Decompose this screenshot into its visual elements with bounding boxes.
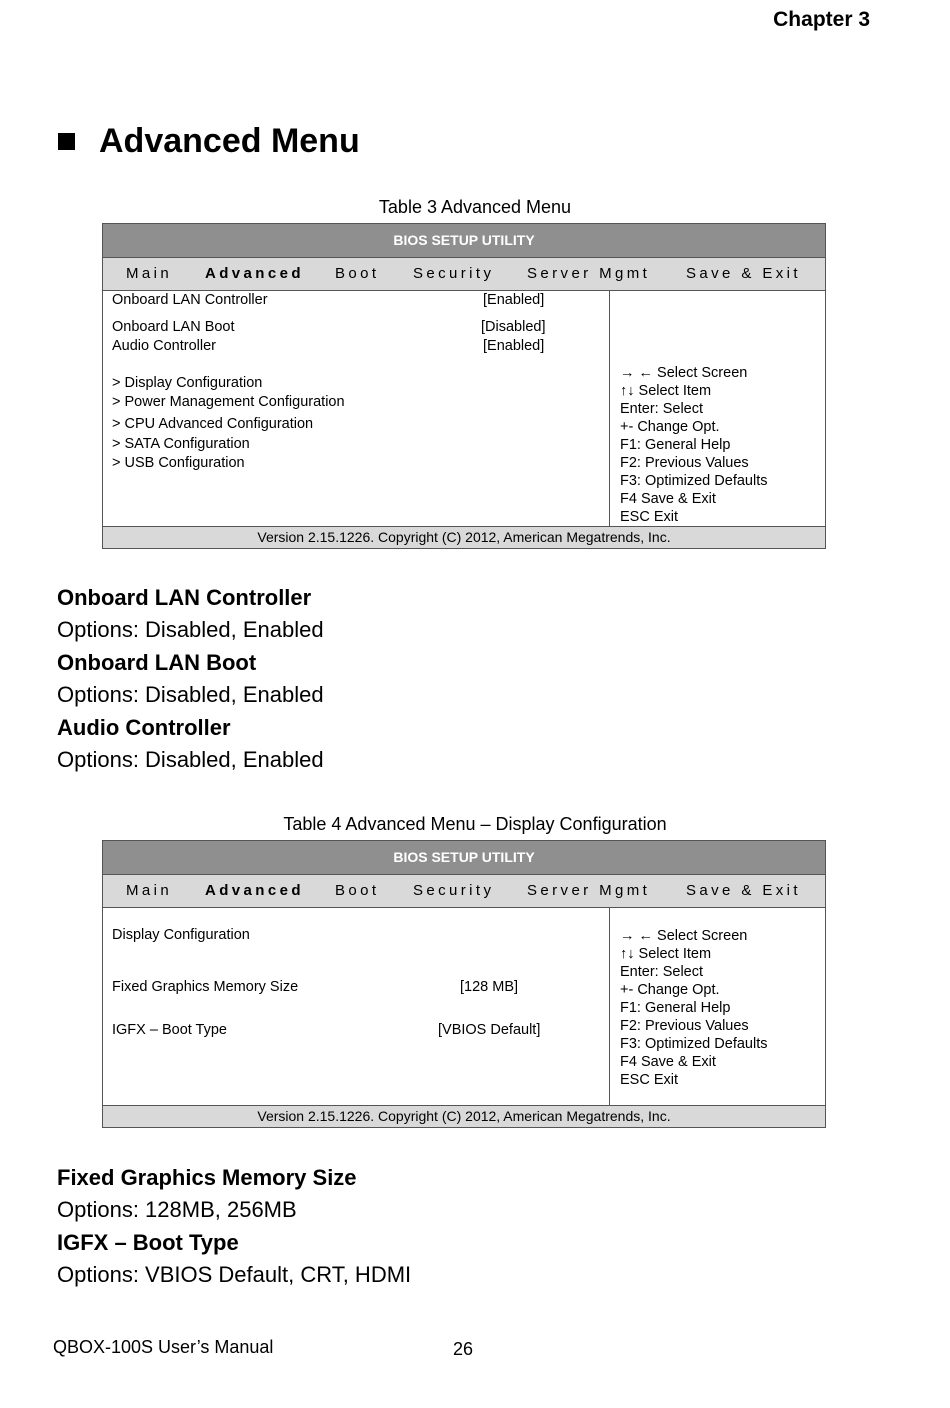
help-line: F2: Previous Values: [620, 1018, 749, 1034]
option-title: Fixed Graphics Memory Size: [57, 1165, 357, 1190]
help-line: +- Change Opt.: [620, 419, 720, 435]
tab-main[interactable]: Main: [126, 265, 173, 282]
tab-server-mgmt[interactable]: Server Mgmt: [527, 882, 651, 899]
tab-advanced[interactable]: Advanced: [205, 882, 304, 899]
submenu-power-management[interactable]: > Power Management Configuration: [112, 394, 345, 410]
display-configuration-heading: Display Configuration: [112, 927, 250, 943]
bios-menu-bar: [103, 875, 825, 908]
help-line: → ← Select Screen: [620, 928, 748, 944]
help-line: ESC Exit: [620, 1072, 679, 1088]
option-text: Options: VBIOS Default, CRT, HDMI: [57, 1262, 412, 1287]
tab-save-exit[interactable]: Save & Exit: [686, 265, 801, 282]
bios-title: BIOS SETUP UTILITY: [103, 224, 825, 258]
setting-value[interactable]: [Disabled]: [481, 319, 546, 335]
setting-onboard-lan-controller[interactable]: Onboard LAN Controller: [112, 292, 268, 308]
table3-caption: Table 3 Advanced Menu: [378, 197, 572, 217]
help-line: ESC Exit: [620, 509, 679, 525]
help-line: F3: Optimized Defaults: [620, 1036, 768, 1052]
tab-security[interactable]: Security: [413, 882, 495, 899]
option-text: Options: Disabled, Enabled: [57, 747, 324, 772]
section-title-text: Advanced Menu: [99, 122, 360, 160]
option-text: Options: Disabled, Enabled: [57, 682, 324, 707]
option-title: Onboard LAN Controller: [57, 585, 312, 610]
bios-version-footer: Version 2.15.1226. Copyright (C) 2012, American Megatrends, Inc.: [103, 1105, 825, 1127]
help-line: F4 Save & Exit: [620, 1054, 716, 1070]
chapter-label: Chapter 3: [773, 8, 870, 31]
setting-value[interactable]: [128 MB]: [460, 979, 519, 995]
submenu-cpu-advanced[interactable]: > CPU Advanced Configuration: [112, 416, 314, 432]
tab-save-exit[interactable]: Save & Exit: [686, 882, 801, 899]
help-list: [620, 364, 767, 526]
bios-version-footer: Version 2.15.1226. Copyright (C) 2012, American Megatrends, Inc.: [103, 526, 825, 548]
help-line: Enter: Select: [620, 401, 704, 417]
tab-advanced[interactable]: Advanced: [205, 265, 304, 282]
bios-menu-bar: [103, 258, 825, 291]
help-line: ↑↓ Select Item: [620, 946, 712, 962]
tab-main[interactable]: Main: [126, 882, 173, 899]
setting-value[interactable]: [VBIOS Default]: [438, 1022, 541, 1038]
option-text: Options: Disabled, Enabled: [57, 617, 324, 642]
setting-igfx-boot-type[interactable]: IGFX – Boot Type: [112, 1022, 227, 1038]
help-line: → ← Select Screen: [620, 365, 748, 381]
bios-help-panel: [610, 908, 825, 1105]
option-text: Options: 128MB, 256MB: [57, 1197, 297, 1222]
submenu-sata-configuration[interactable]: > SATA Configuration: [112, 436, 250, 452]
square-bullet-icon: [58, 133, 75, 150]
table4-caption: Table 4 Advanced Menu – Display Configuration: [283, 814, 667, 834]
manual-name: QBOX-100S User’s Manual: [53, 1337, 274, 1357]
help-line: F4 Save & Exit: [620, 491, 716, 507]
bios-settings-panel: [103, 291, 610, 526]
setting-fixed-graphics-memory[interactable]: Fixed Graphics Memory Size: [112, 979, 299, 995]
help-list: [620, 927, 767, 1089]
tab-boot[interactable]: Boot: [335, 265, 380, 282]
tab-server-mgmt[interactable]: Server Mgmt: [527, 265, 651, 282]
help-line: +- Change Opt.: [620, 982, 720, 998]
option-title: Audio Controller: [57, 715, 231, 740]
help-line: Enter: Select: [620, 964, 704, 980]
bios-body: [103, 291, 825, 526]
bios-table-display-configuration: [102, 840, 826, 1128]
page-number: 26: [453, 1339, 474, 1359]
tab-security[interactable]: Security: [413, 265, 495, 282]
bios-table-advanced: [102, 223, 826, 549]
setting-value[interactable]: [Enabled]: [483, 338, 545, 354]
option-title: IGFX – Boot Type: [57, 1230, 239, 1255]
setting-onboard-lan-boot[interactable]: Onboard LAN Boot: [112, 319, 235, 335]
bios-body: [103, 908, 825, 1105]
option-title: Onboard LAN Boot: [57, 650, 257, 675]
bios-title: BIOS SETUP UTILITY: [103, 841, 825, 875]
help-line: F2: Previous Values: [620, 455, 749, 471]
submenu-display-configuration[interactable]: > Display Configuration: [112, 375, 263, 391]
help-line: F1: General Help: [620, 1000, 731, 1016]
help-line: F3: Optimized Defaults: [620, 473, 768, 489]
bios-settings-panel: [103, 908, 610, 1105]
help-line: F1: General Help: [620, 437, 731, 453]
setting-audio-controller[interactable]: Audio Controller: [112, 338, 216, 354]
help-line: ↑↓ Select Item: [620, 383, 712, 399]
bios-help-panel: [610, 291, 825, 526]
submenu-usb-configuration[interactable]: > USB Configuration: [112, 455, 245, 471]
setting-value[interactable]: [Enabled]: [483, 292, 545, 308]
tab-boot[interactable]: Boot: [335, 882, 380, 899]
section-title: [58, 122, 360, 161]
